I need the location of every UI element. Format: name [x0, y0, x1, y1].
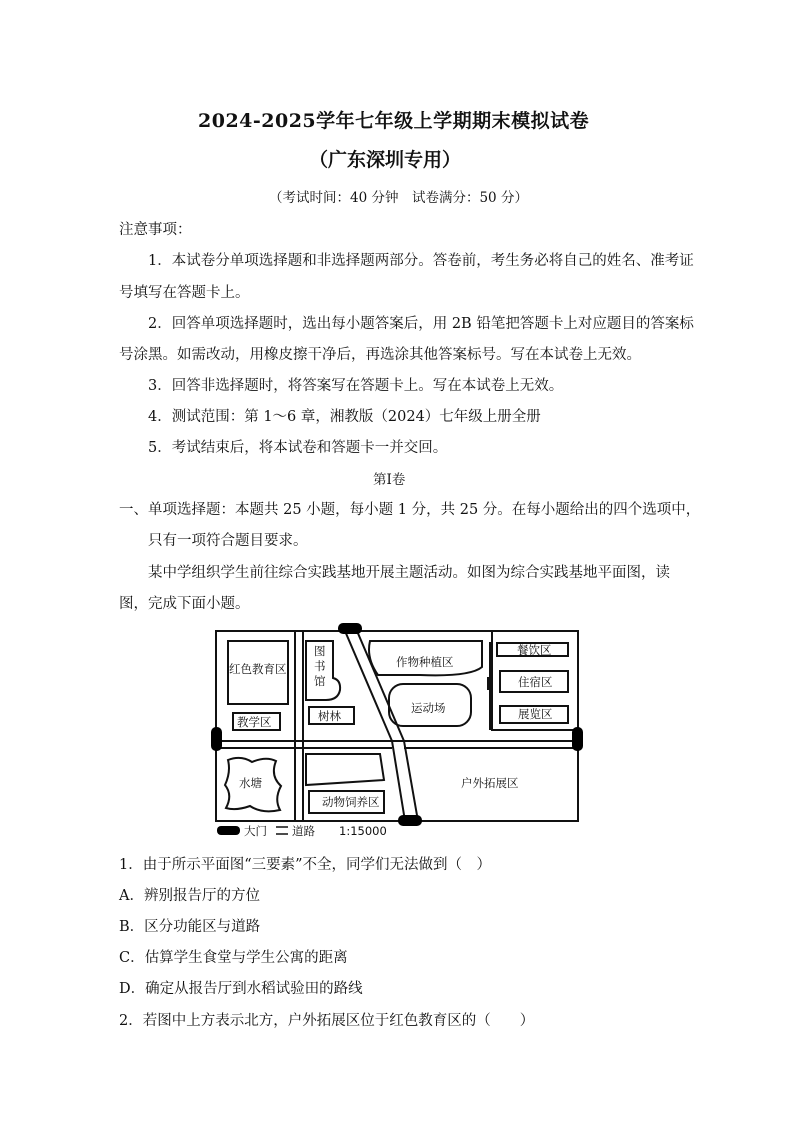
notes-heading: 注意事项：: [119, 222, 192, 238]
base-map-figure: [0, 620, 794, 850]
note-line: 3．回答非选择题时，将答案写在答题卡上。写在本试卷上无效。: [148, 378, 564, 394]
library-label-2: 书: [314, 659, 326, 673]
note-line: 5．考试结束后，将本试卷和答题卡一并交回。: [148, 440, 448, 456]
exam-info: （考试时间：40 分钟 试卷满分：50 分）: [269, 190, 528, 206]
question-2-stem: 2．若图中上方表示北方，户外拓展区位于红色教育区的（ ）: [119, 1013, 535, 1029]
volume-label: 第Ⅰ卷: [373, 472, 406, 488]
animal-label: 动物饲养区: [322, 795, 380, 809]
note-line: 4．测试范围：第 1～6 章，湘教版（2024）七年级上册全册: [148, 409, 541, 425]
intro-text-cont: 图，完成下面小题。: [119, 596, 250, 612]
question-1-stem: 1．由于所示平面图“三要素”不全，同学们无法做到（ ）: [119, 857, 492, 873]
library-label-3: 馆: [314, 674, 326, 688]
note-line: 号填写在答题卡上。: [119, 285, 250, 301]
note-line: 1．本试卷分单项选择题和非选择题两部分。答卷前，考生务必将自己的姓名、准考证: [148, 253, 694, 269]
gate-legend-label: 大门: [244, 824, 267, 838]
sports-label: 运动场: [411, 701, 446, 715]
exhibition-label: 展览区: [518, 707, 553, 721]
lodging-label: 住宿区: [518, 675, 553, 689]
map-legend: [217, 824, 387, 838]
note-line: 2．回答单项选择题时，选出每小题答案后，用 2B 铅笔把答题卡上对应题目的答案标: [148, 316, 694, 332]
gate-legend-icon: [217, 826, 240, 835]
grove-label: 树林: [318, 709, 341, 723]
crop-label: 作物种植区: [396, 655, 454, 669]
part-heading-cont: 只有一项符合题目要求。: [148, 533, 308, 549]
exam-title: 2024-2025学年七年级上学期期末模拟试卷: [198, 110, 590, 132]
dining-label: 餐饮区: [517, 643, 552, 657]
exam-subtitle: （广东深圳专用）: [309, 149, 462, 171]
question-1-option-d[interactable]: D．确定从报告厅到水稻试验田的路线: [119, 981, 363, 997]
question-1-option-a[interactable]: A．辨别报告厅的方位: [119, 888, 260, 904]
intro-text: 某中学组织学生前往综合实践基地开展主题活动。如图为综合实践基地平面图，读: [148, 565, 670, 581]
scale-label: 1:15000: [339, 824, 387, 838]
pond-label: 水塘: [239, 776, 262, 790]
outdoor-label: 户外拓展区: [461, 776, 519, 790]
gate-east: [572, 727, 583, 751]
note-line: 号涂黑。如需改动，用橡皮擦干净后，再选涂其他答案标号。写在本试卷上无效。: [119, 347, 641, 363]
gate-south: [398, 815, 422, 826]
library-label-1: 图: [314, 644, 326, 658]
question-1-option-b[interactable]: B．区分功能区与道路: [119, 919, 261, 935]
gate-north: [338, 623, 362, 634]
question-1-option-c[interactable]: C．估算学生食堂与学生公寓的距离: [119, 950, 348, 966]
gate-west: [211, 727, 222, 751]
road-legend-label: 道路: [292, 824, 315, 838]
teaching-label: 教学区: [237, 715, 272, 729]
part-heading: 一、单项选择题：本题共 25 小题，每小题 1 分，共 25 分。在每小题给出的四个选项中，: [119, 502, 701, 518]
red-education-label: 红色教育区: [229, 662, 287, 676]
road-legend-icon: [276, 827, 288, 834]
